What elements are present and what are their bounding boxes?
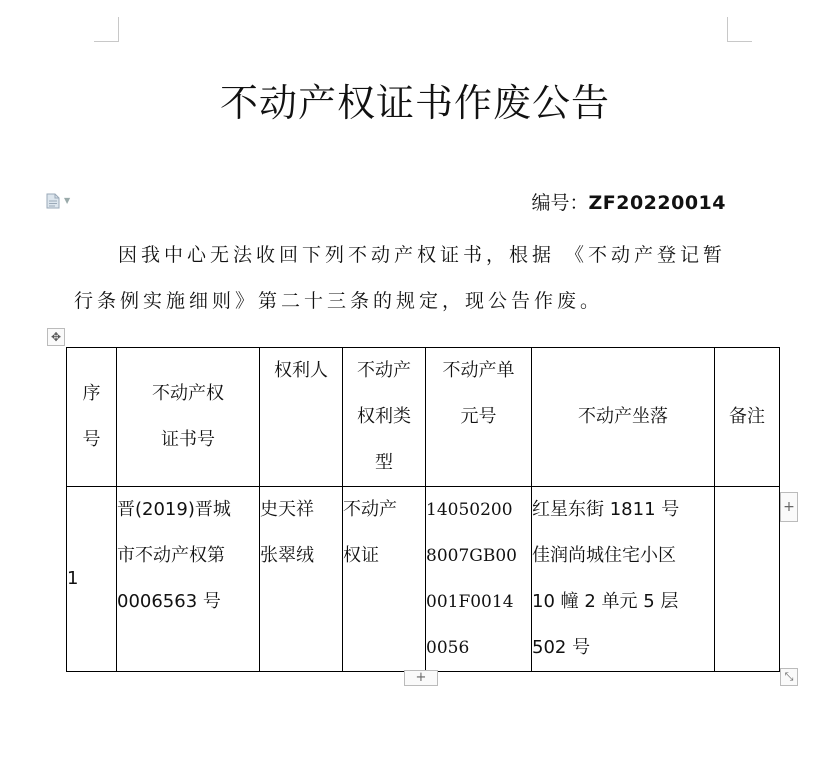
header-line: 不动产 — [357, 360, 411, 381]
header-line: 型 — [375, 452, 393, 473]
cell-line: 不动产 — [343, 499, 397, 520]
chevron-down-icon[interactable]: ▼ — [64, 196, 71, 205]
cell-line: 市不动产权第 — [117, 545, 225, 566]
header-line: 元号 — [460, 406, 497, 427]
notice-paragraph: 因我中心无法收回下列不动产权证书，根据 《不动产登记暂行条例实施细则》第二十三条的规定，现公告作废。 — [74, 244, 727, 312]
cell-location — [532, 487, 715, 672]
table-move-handle[interactable] — [47, 328, 65, 346]
cell-line: 14050200 — [426, 500, 513, 520]
table-row — [67, 487, 780, 672]
cell-remark — [715, 487, 780, 672]
header-right-type — [343, 348, 426, 487]
resize-diagonal-icon: ⤡ — [784, 670, 794, 683]
cell-line: 红星东街 1811 号 — [532, 499, 680, 520]
cell-line: 502 号 — [532, 637, 591, 658]
header-line: 证书号 — [161, 429, 215, 450]
notice-table — [66, 347, 780, 672]
header-line: 权利类 — [357, 406, 411, 427]
cell-line: 张翠绒 — [260, 545, 314, 566]
cell-line: 0056 — [426, 638, 470, 658]
header-line: 不动产权 — [152, 383, 224, 404]
page-title: 不动产权证书作废公告 — [219, 81, 610, 125]
header-line: 号 — [82, 429, 101, 450]
cell-line: 佳润尚城住宅小区 — [532, 545, 676, 566]
cell-line: 001F0014 — [426, 592, 514, 612]
header-remark — [715, 348, 780, 487]
cell-line: 权证 — [343, 545, 379, 566]
cell-right-type — [343, 487, 426, 672]
cell-owner — [260, 487, 343, 672]
header-line: 序 — [82, 383, 101, 404]
cell-line: 8007GB00 — [426, 546, 517, 566]
table-resize-handle[interactable] — [780, 668, 798, 686]
document-number-value: ZF20220014 — [588, 192, 726, 214]
header-owner — [260, 348, 343, 487]
header-line: 备注 — [729, 406, 765, 427]
header-seq — [67, 348, 117, 487]
cell-line: 晋(2019)晋城 — [117, 499, 231, 520]
cell-unit-no — [426, 487, 532, 672]
page-corner-mark-top-left — [94, 17, 119, 42]
document-icon[interactable] — [46, 193, 60, 209]
header-line: 不动产单 — [442, 360, 515, 381]
cell-line: 0006563 号 — [117, 591, 221, 612]
header-line: 权利人 — [274, 360, 328, 381]
add-row-button[interactable]: + — [404, 670, 438, 686]
document-number — [531, 188, 726, 215]
move-cross-icon: ✥ — [50, 330, 62, 344]
document-number-label: 编号： — [531, 192, 589, 214]
cell-line: 史天祥 — [260, 499, 314, 520]
header-cert-no — [117, 348, 260, 487]
header-line: 不动产坐落 — [578, 406, 668, 427]
table-header-row — [67, 348, 780, 487]
cell-line: 10 幢 2 单元 5 层 — [532, 591, 679, 612]
cell-seq: 1 — [67, 487, 117, 672]
header-unit-no — [426, 348, 532, 487]
add-column-button[interactable]: + — [780, 492, 798, 522]
header-location — [532, 348, 715, 487]
page-corner-mark-top-right — [727, 17, 752, 42]
cell-cert-no — [117, 487, 260, 672]
